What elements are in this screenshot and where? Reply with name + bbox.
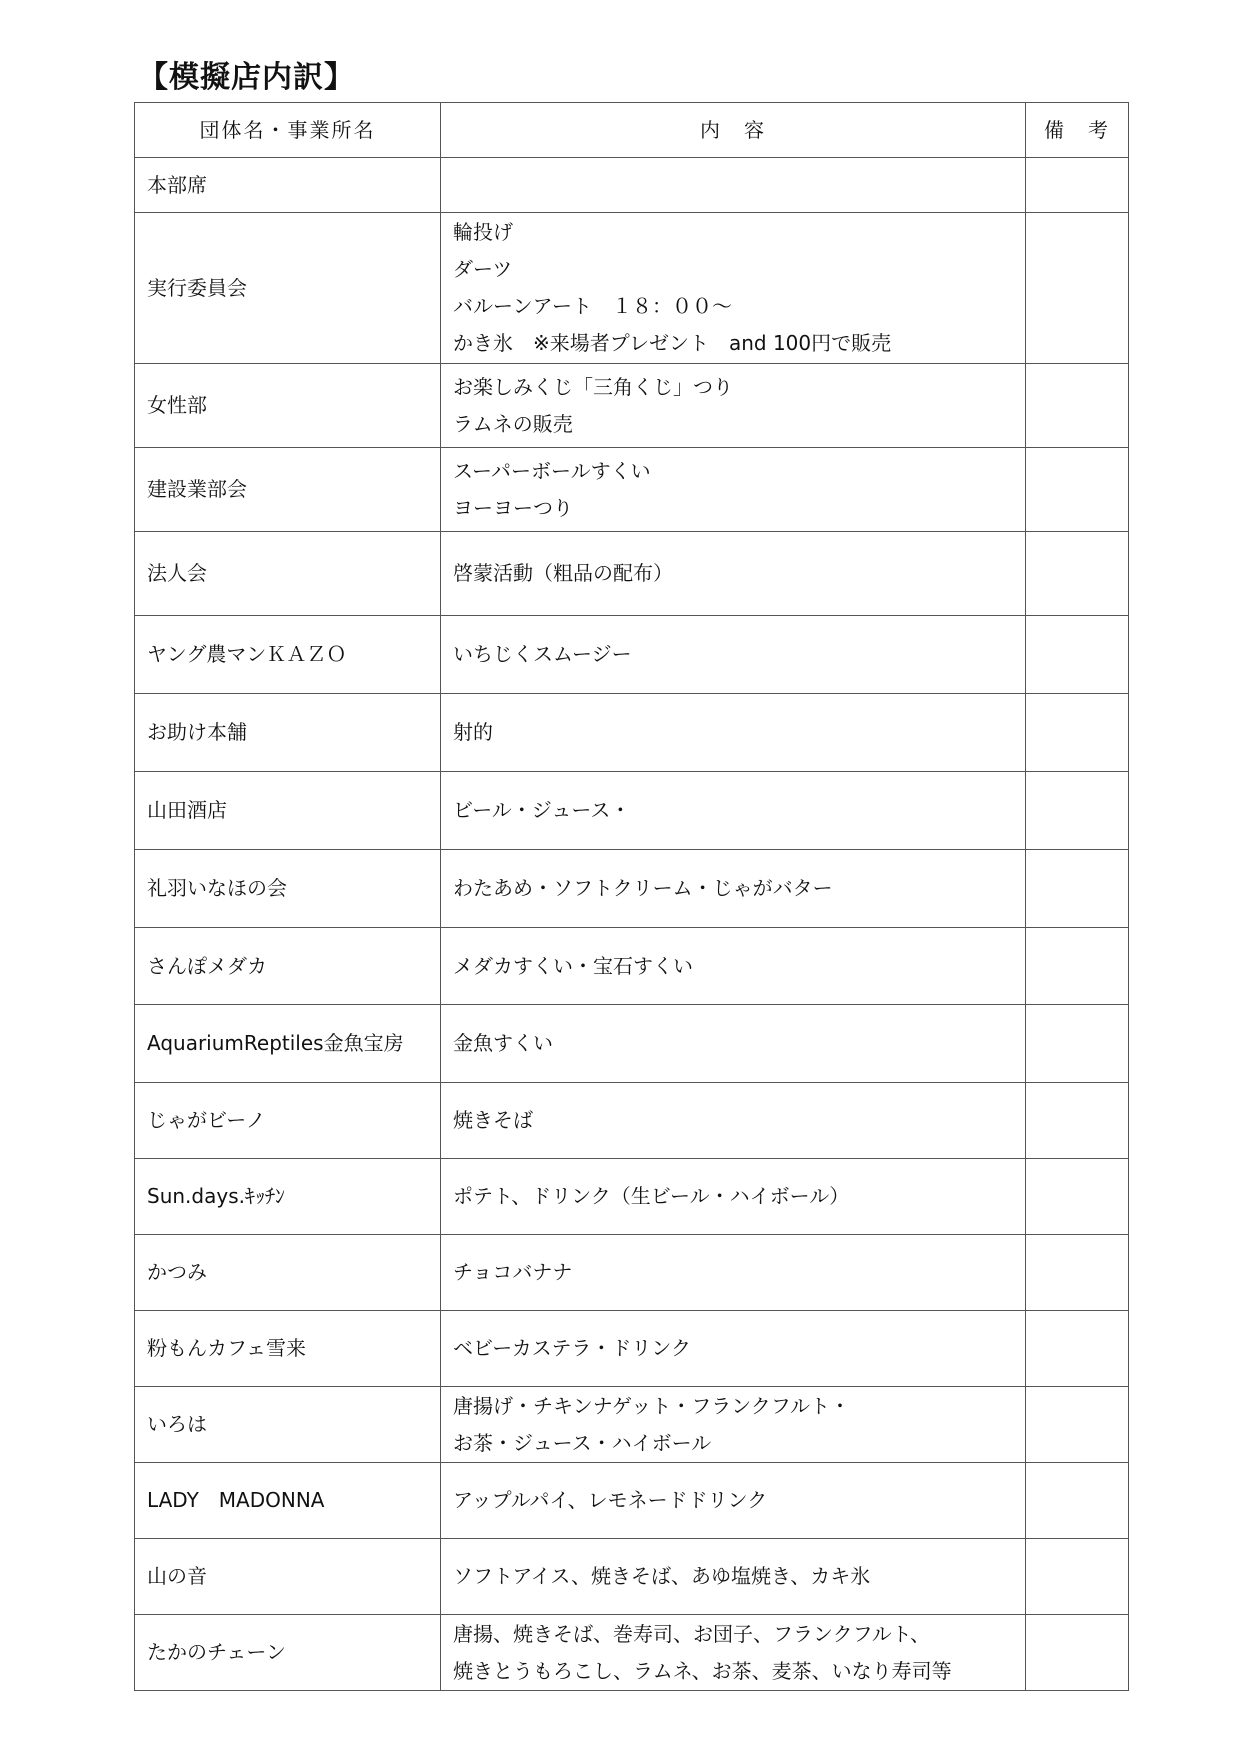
group-name-cell: たかのチェーン [135,1615,441,1691]
table-row [135,1005,1129,1083]
content-cell [441,1539,1026,1615]
content-cell [441,694,1026,772]
stall-table [134,102,1129,1691]
content-line: お楽しみくじ「三角くじ」つり [453,374,733,399]
table-row [135,213,1129,364]
group-name-cell: 山の音 [135,1539,441,1615]
header-content: 内 容 [441,103,1026,158]
content-cell [441,158,1026,213]
content-line: スーパーボールすくい [453,458,651,483]
content-cell [441,1005,1026,1083]
table-row [135,1615,1129,1691]
notes-cell [1026,1463,1129,1539]
content-cell [441,616,1026,694]
page-title: 【模擬店内訳】 [138,60,355,95]
content-cell [441,1463,1026,1539]
table-row [135,1311,1129,1387]
notes-cell [1026,694,1129,772]
notes-cell [1026,928,1129,1005]
header-name: 団体名・事業所名 [135,103,441,158]
table-body [135,158,1129,1691]
content-line: ベビーカステラ・ドリンク [453,1336,691,1360]
group-name-cell: 法人会 [135,532,441,616]
content-line: かき氷 ※来場者プレゼント and 100円で販売 [453,331,892,355]
content-line: バルーンアート １８：００～ [453,294,732,318]
content-line: 啓蒙活動（粗品の配布） [453,561,673,585]
notes-cell [1026,1159,1129,1235]
notes-cell [1026,772,1129,850]
table-row [135,1083,1129,1159]
table-row [135,616,1129,694]
content-cell [441,213,1026,364]
notes-cell [1026,1005,1129,1083]
notes-cell [1026,213,1129,364]
notes-cell [1026,1083,1129,1159]
group-name-cell: LADY MADONNA [135,1463,441,1539]
content-cell [441,364,1026,448]
content-cell [441,928,1026,1005]
content-cell [441,772,1026,850]
group-name-cell: さんぽメダカ [135,928,441,1005]
content-line: 輪投げ [453,220,513,244]
notes-cell [1026,1311,1129,1387]
table-row [135,850,1129,928]
content-line: 唐揚げ・チキンナゲット・フランクフルト・ [453,1393,850,1418]
table-row [135,1235,1129,1311]
content-line: ダーツ [453,257,513,281]
group-name-cell: じゃがビーノ [135,1083,441,1159]
content-cell [441,448,1026,532]
content-cell [441,1615,1026,1691]
notes-cell [1026,850,1129,928]
group-name-cell: 礼羽いなほの会 [135,850,441,928]
content-line: いちじくスムージー [453,642,632,666]
group-name-cell: 山田酒店 [135,772,441,850]
content-cell [441,1083,1026,1159]
notes-cell [1026,1235,1129,1311]
table-row [135,448,1129,532]
table-row [135,772,1129,850]
notes-cell [1026,1539,1129,1615]
notes-cell [1026,616,1129,694]
table-row [135,364,1129,448]
table-row [135,532,1129,616]
table-row [135,928,1129,1005]
group-name-cell: Sun.days.ｷｯﾁﾝ [135,1159,441,1235]
group-name-cell: いろは [135,1387,441,1463]
group-name-cell: 女性部 [135,364,441,448]
table-header-row [135,103,1129,158]
content-cell [441,532,1026,616]
content-line: 射的 [453,720,493,744]
table-row [135,158,1129,213]
notes-cell [1026,158,1129,213]
content-line: チョコバナナ [453,1260,573,1284]
content-cell [441,1387,1026,1463]
table-row [135,1387,1129,1463]
table-row [135,1159,1129,1235]
group-name-cell: かつみ [135,1235,441,1311]
content-line: 金魚すくい [453,1031,553,1055]
notes-cell [1026,448,1129,532]
content-line: メダカすくい・宝石すくい [453,953,693,978]
content-cell [441,850,1026,928]
content-line: ビール・ジュース・ [453,798,631,822]
notes-cell [1026,532,1129,616]
notes-cell [1026,1387,1129,1463]
content-line: ラムネの販売 [453,411,573,436]
group-name-cell: 本部席 [135,158,441,213]
content-line: ソフトアイス、焼きそば、あゆ塩焼き、カキ氷 [453,1564,871,1588]
group-name-cell: 建設業部会 [135,448,441,532]
content-line: 焼きとうもろこし、ラムネ、お茶、麦茶、いなり寿司等 [453,1658,952,1683]
group-name-cell: お助け本舗 [135,694,441,772]
header-notes: 備 考 [1026,103,1129,158]
content-cell [441,1159,1026,1235]
content-line: お茶・ジュース・ハイボール [453,1430,712,1455]
content-cell [441,1235,1026,1311]
notes-cell [1026,364,1129,448]
group-name-cell: 実行委員会 [135,213,441,364]
content-line: ヨーヨーつり [453,495,573,520]
content-cell [441,1311,1026,1387]
group-name-cell: 粉もんカフェ雪来 [135,1311,441,1387]
content-line: アップルパイ、レモネードドリンク [453,1488,768,1512]
notes-cell [1026,1615,1129,1691]
table-row [135,1539,1129,1615]
content-line: 唐揚、焼きそば、巻寿司、お団子、フランクフルト、 [453,1621,930,1646]
group-name-cell: ヤング農マンＫＡＺＯ [135,616,441,694]
table-row [135,1463,1129,1539]
content-line: ポテト、ドリンク（生ビール・ハイボール） [453,1184,850,1208]
table-row [135,694,1129,772]
group-name-cell: AquariumReptiles金魚宝房 [135,1005,441,1083]
content-line: 焼きそば [453,1108,533,1132]
content-line: わたあめ・ソフトクリーム・じゃがバター [453,876,833,900]
